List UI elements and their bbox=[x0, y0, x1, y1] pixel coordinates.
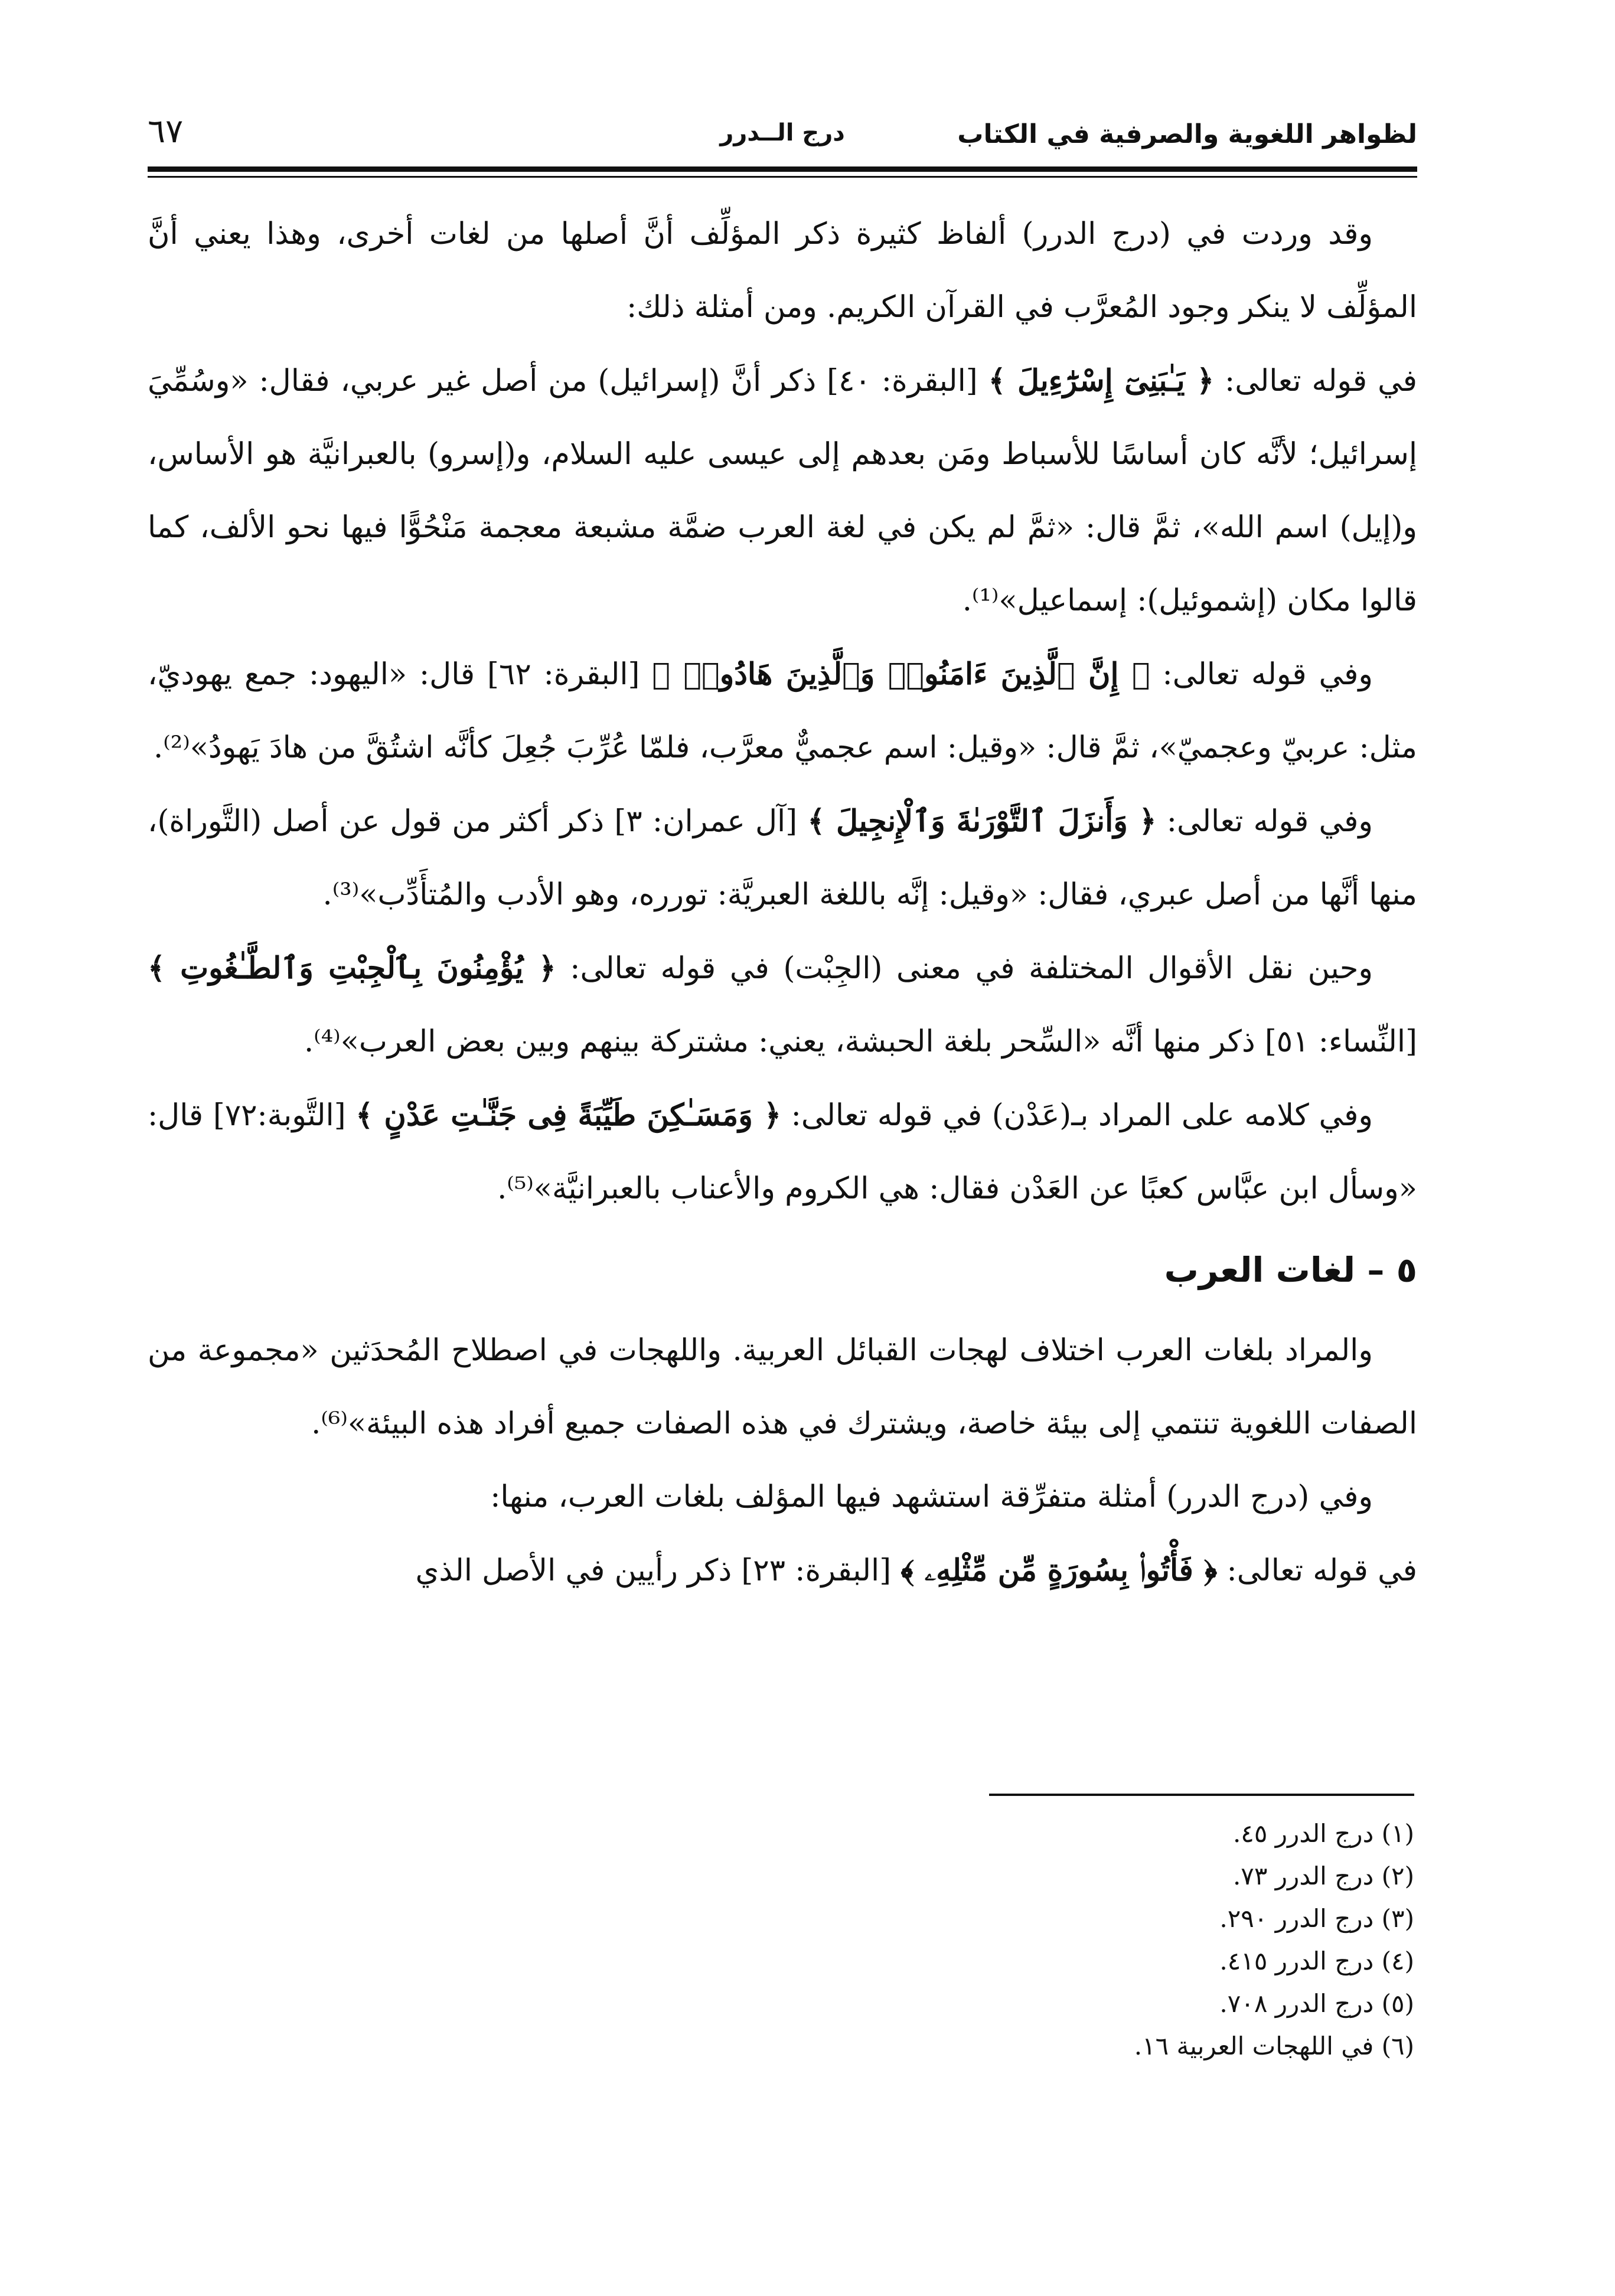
page-number: ٦٧ bbox=[148, 112, 184, 151]
footnote: (٤) درج الدرر ٤١٥. bbox=[1219, 1946, 1414, 1975]
quran-verse: ﴿ إِنَّ ٱلَّذِينَ ءَامَنُوا۟ وَٱلَّذِينَ هَادُوا۟ ﴾ bbox=[652, 657, 1150, 692]
section-heading: ٥ – لغات العرب bbox=[1164, 1250, 1417, 1290]
body-paragraph bbox=[148, 1534, 1417, 1608]
body-paragraph bbox=[148, 932, 1417, 1079]
paragraph-text: وفي قوله تعالى: bbox=[1150, 657, 1373, 692]
body-paragraph bbox=[148, 1461, 1417, 1534]
paragraph-text: [البقرة: ٦٢] قال: «اليهود: جمع يهوديّ، مثل: عربيّ وعجميّ»، ثمَّ قال: «وقيل: اسم عجميٌّ معرَّب، فلمّا عُرِّبَ جُعِلَ كأنَّه اشتُقَّ من هادَ يَهودُ»⁽²⁾. bbox=[148, 657, 1417, 765]
footnote: (٦) في اللهجات العربية ١٦. bbox=[1134, 2032, 1414, 2060]
footnote: (٣) درج الدرر ٢٩٠. bbox=[1219, 1904, 1414, 1933]
paragraph-text: في قوله تعالى: bbox=[1217, 1553, 1417, 1588]
quran-verse: ﴿ وَأَنزَلَ ٱلتَّوْرَىٰةَ وَٱلْإِنجِيلَ ﴾ bbox=[807, 804, 1157, 839]
footnote: (٢) درج الدرر ٧٣. bbox=[1232, 1861, 1414, 1890]
paragraph-text: [النِّساء: ٥١] ذكر منها أنَّه «السِّحر بلغة الحبشة، يعني: مشتركة بينهم وبين بعض العرب»⁽⁴⁾. bbox=[304, 1024, 1417, 1059]
header-rule-thin bbox=[148, 176, 1417, 178]
paragraph-text: وفي كلامه على المراد بـ(عَدْن) في قوله تعالى: bbox=[781, 1098, 1373, 1133]
paragraph-text: والمراد بلغات العرب اختلاف لهجات القبائل العربية. واللهجات في اصطلاح المُحدَثين «مجموعة من الصفات اللغوية تنتمي إلى بيئة خاصة، ويشترك في هذه الصفات جميع أفراد هذه البيئة»⁽⁶⁾. bbox=[148, 1333, 1417, 1441]
body-text bbox=[148, 198, 1417, 1733]
quran-verse: ﴿ يَـٰبَنِىٓ إِسْرَٰٓءِيلَ ﴾ bbox=[988, 363, 1215, 399]
footnote: (١) درج الدرر ٤٥. bbox=[1232, 1819, 1414, 1848]
paragraph-text: [البقرة: ٢٣] ذكر رأيين في الأصل الذي bbox=[415, 1553, 901, 1588]
body-paragraph bbox=[148, 1314, 1417, 1461]
body-paragraph bbox=[148, 198, 1417, 344]
body-paragraph bbox=[148, 344, 1417, 638]
paragraph-text: في قوله تعالى: bbox=[1214, 364, 1417, 399]
running-book-title: لظواهر اللغوية والصرفية في الكتاب bbox=[957, 119, 1417, 149]
paragraph-text: [آل عمران: ٣] ذكر أكثر من قول عن أصل (التَّوراة)، منها أنَّها من أصل عبري، فقال: «وقيل: إنَّه باللغة العبريَّة: تورره، وهو الأدب والمُتأَدِّب»⁽³⁾. bbox=[148, 804, 1417, 912]
paragraph-text: وقد وردت في (درج الدرر) ألفاظ كثيرة ذكر المؤلِّف أنَّ أصلها من لغات أخرى، وهذا يعني أنَّ المؤلِّف لا ينكر وجود المُعرَّب في القرآن الكريم. ومن أمثلة ذلك: bbox=[148, 217, 1417, 325]
body-paragraph bbox=[148, 638, 1417, 785]
page-header bbox=[148, 112, 1417, 165]
paragraph-text: [البقرة: ٤٠] ذكر أنَّ (إسرائيل) من أصل غير عربي، فقال: «وسُمِّيَ إسرائيل؛ لأنَّه كان أساسًا للأسباط ومَن بعدهم إلى عيسى عليه السلام، و(إسرو) بالعبرانيَّة هو الأساس، و(إيل) اسم الله»، ثمَّ قال: «ثمَّ لم يكن في لغة العرب ضمَّة مشبعة معجمة مَنْحُوًّا فيها نحو الألف، كما قالوا مكان (إشموئيل): إسماعيل»⁽¹⁾. bbox=[148, 364, 1417, 618]
running-section-title: درج الــدرر bbox=[720, 119, 845, 146]
footnote-separator bbox=[989, 1794, 1414, 1796]
body-paragraph bbox=[148, 1079, 1417, 1226]
quran-verse: ﴿ وَمَسَـٰكِنَ طَيِّبَةً فِى جَنَّـٰتِ عَدْنٍ ﴾ bbox=[355, 1098, 781, 1133]
footnote: (٥) درج الدرر ٧٠٨. bbox=[1219, 1989, 1414, 2018]
header-rule-thick bbox=[148, 166, 1417, 172]
footnotes bbox=[706, 1812, 1414, 2068]
paragraph-text: وفي (درج الدرر) أمثلة متفرِّقة استشهد فيها المؤلف بلغات العرب، منها: bbox=[490, 1480, 1373, 1514]
quran-verse: ﴿ يُؤْمِنُونَ بِٱلْجِبْتِ وَٱلطَّـٰغُوتِ ﴾ bbox=[148, 951, 556, 986]
body-paragraph bbox=[148, 785, 1417, 932]
quran-verse: ﴿ فَأْتُوا۟ بِسُورَةٍ مِّن مِّثْلِهِۦ ﴾ bbox=[901, 1553, 1218, 1588]
paragraph-text: وحين نقل الأقوال المختلفة في معنى (الجِبْت) في قوله تعالى: bbox=[556, 951, 1373, 986]
paragraph-text: [التَّوبة:٧٢] قال: «وسأل ابن عبَّاس كعبًا عن العَدْن فقال: هي الكروم والأعناب بالعبرانيَّة»⁽⁵⁾. bbox=[148, 1098, 1417, 1206]
paragraph-text: وفي قوله تعالى: bbox=[1156, 804, 1373, 839]
